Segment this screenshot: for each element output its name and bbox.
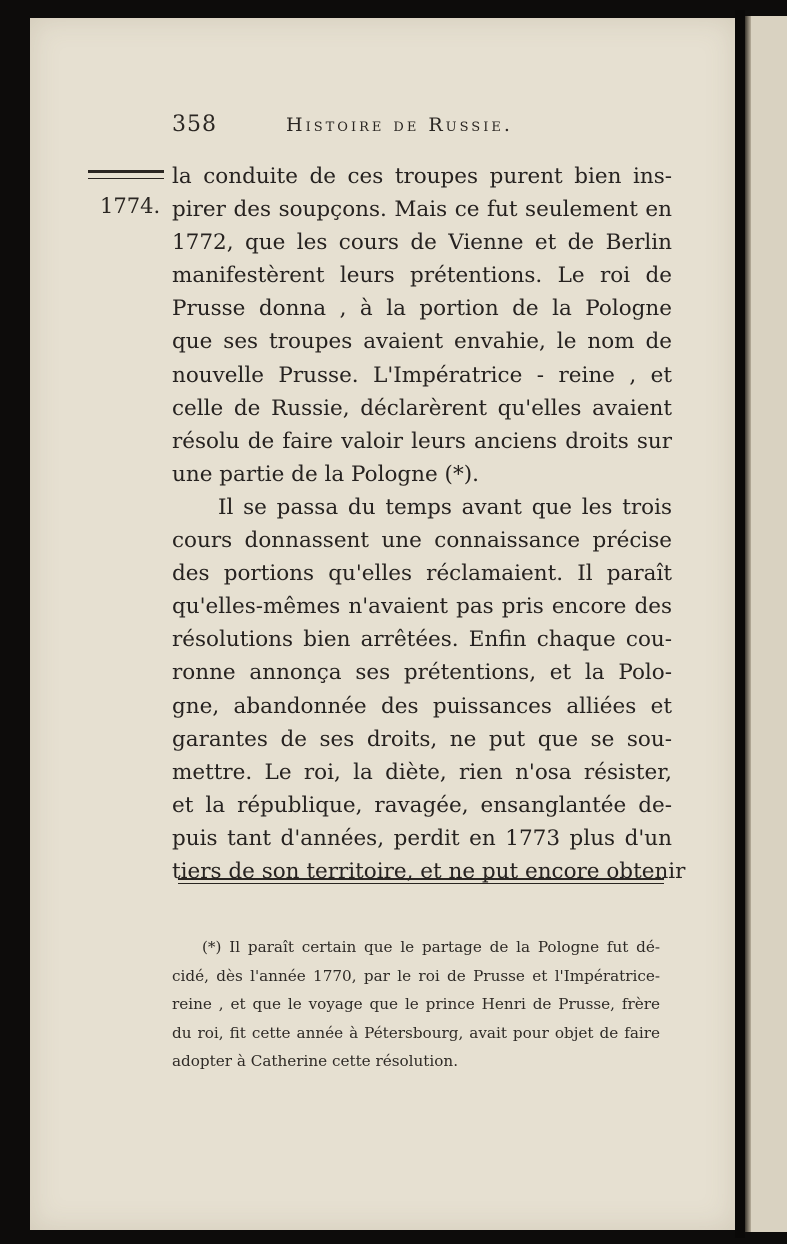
body-line: gne, abandonnée des puissances alliées et xyxy=(172,693,672,719)
body-line: ronne annonça ses prétentions, et la Polo- xyxy=(172,660,672,686)
body-line: Prusse donna , à la portion de la Pologne xyxy=(172,296,672,322)
body-line: et la république, ravagée, ensanglantée de- xyxy=(172,792,672,818)
body-line: mettre. Le roi, la diète, rien n'osa résister, xyxy=(172,759,672,785)
footnote xyxy=(172,933,660,1076)
body-line: que ses troupes avaient envahie, le nom de xyxy=(172,329,672,355)
body-line: garantes de ses droits, ne put que se sou- xyxy=(172,726,672,752)
margin-year: 1774. xyxy=(100,194,161,218)
footnote-line: adopter à Catherine cette résolution. xyxy=(172,1052,459,1070)
body-line: la conduite de ces troupes purent bien ins- xyxy=(172,164,672,189)
body-line: résolu de faire valoir leurs anciens droits sur xyxy=(172,428,672,454)
book-gutter xyxy=(735,10,745,1238)
footnote-line: du roi, fit cette année à Pétersbourg, avait pour objet de faire xyxy=(172,1023,660,1042)
facing-page-edge xyxy=(745,16,787,1232)
continuation-mark xyxy=(88,170,164,179)
footnote-line: (*) Il paraît certain que le partage de la Pologne fut dé- xyxy=(202,938,660,956)
body-line: puis tant d'années, perdit en 1773 plus d'un xyxy=(172,825,672,851)
body-line: cours donnassent une connaissance précise xyxy=(172,528,672,554)
footnote-line: reine , et que le voyage que le prince Henri de Prusse, frère xyxy=(172,995,660,1013)
body-line: Il se passa du temps avant que les trois xyxy=(218,494,672,520)
body-line: nouvelle Prusse. L'Impératrice - reine , et xyxy=(172,362,672,388)
body-line: résolutions bien arrêtées. Enfin chaque cou- xyxy=(172,627,672,653)
footnote-line: cidé, dès l'année 1770, par le roi de Prusse et l'Impératrice- xyxy=(172,966,660,985)
running-title: Histoire de Russie. xyxy=(286,114,513,136)
body-line: manifestèrent leurs prétentions. Le roi de xyxy=(172,263,672,289)
page-number: 358 xyxy=(172,112,217,137)
body-line: tiers de son territoire, et ne put encore obtenir xyxy=(172,858,686,884)
body-line: qu'elles-mêmes n'avaient pas pris encore des xyxy=(172,594,672,620)
body-text xyxy=(172,160,686,888)
footnote-divider xyxy=(178,878,664,884)
body-line: celle de Russie, déclarèrent qu'elles avaient xyxy=(172,395,672,421)
body-line: des portions qu'elles réclamaient. Il paraît xyxy=(172,561,672,587)
body-line: une partie de la Pologne (*). xyxy=(172,461,479,487)
body-line: pirer des soupçons. Mais ce fut seulement en xyxy=(172,197,672,223)
body-line: 1772, que les cours de Vienne et de Berlin xyxy=(172,230,672,256)
page-header xyxy=(172,112,672,146)
